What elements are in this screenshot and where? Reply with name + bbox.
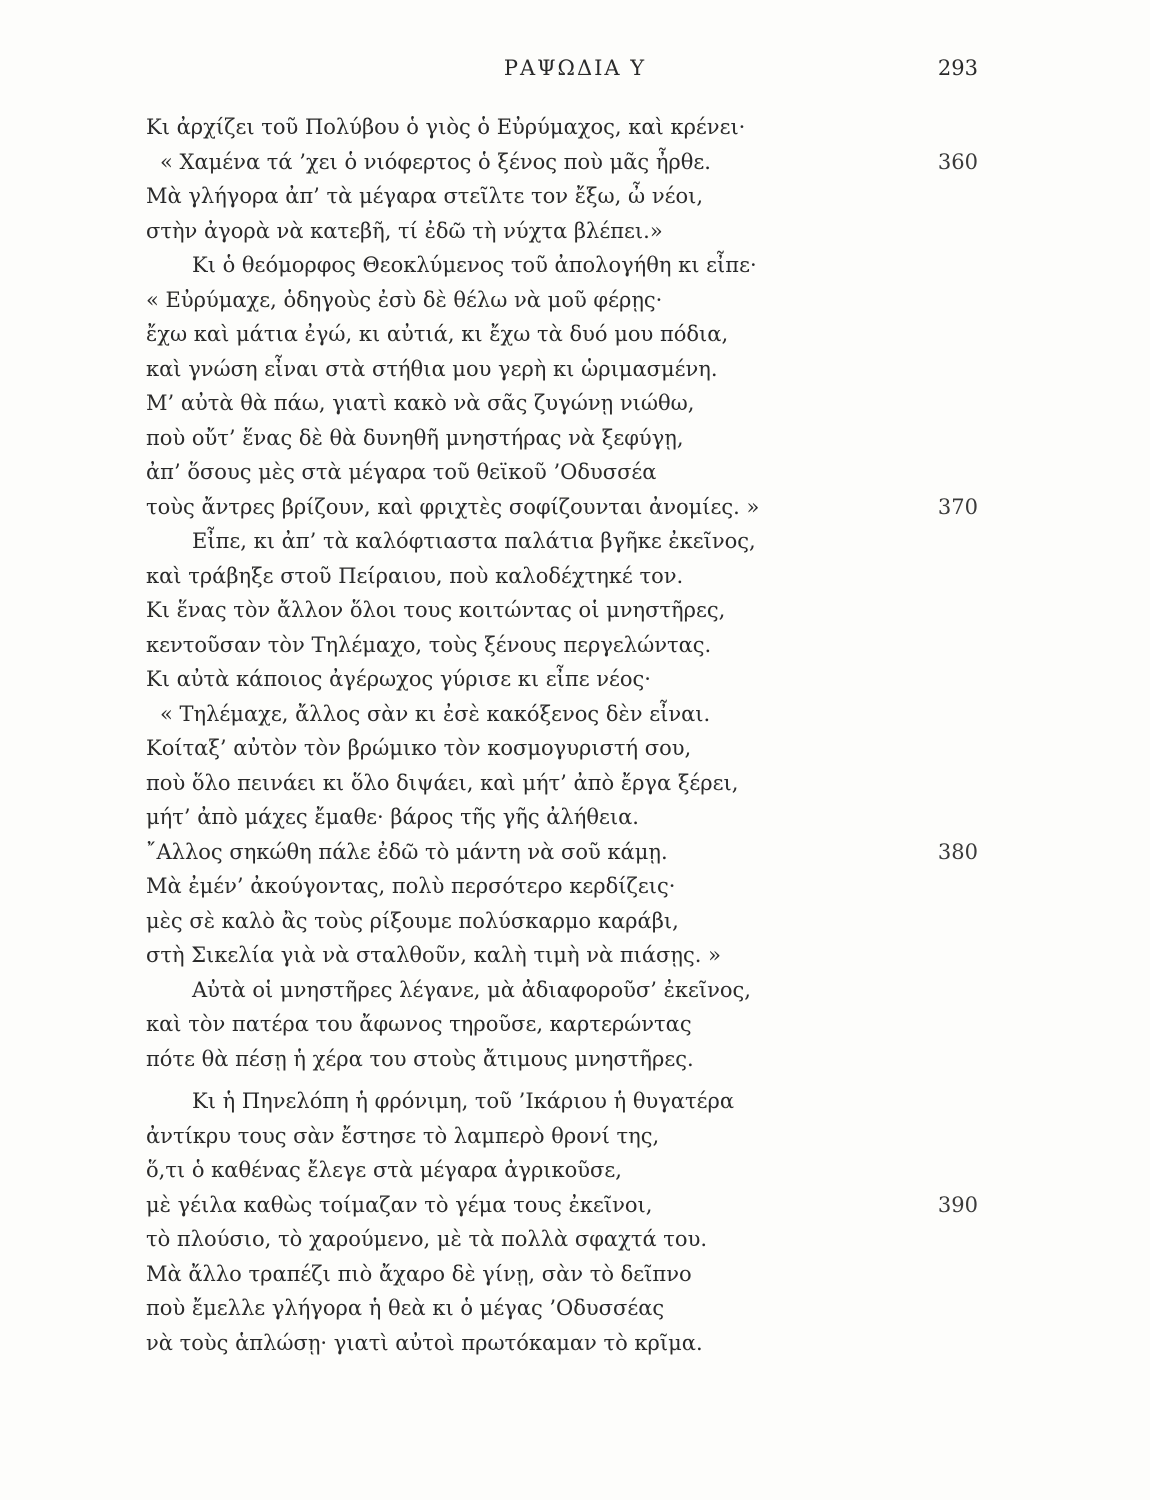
verse-text: ποὺ ὅλο πεινάει κι ὅλο διψάει, καὶ μήτ’ ἀπὸ ἔργα ξέρει, [146,770,739,795]
verse-line [146,973,986,1008]
verse-line [146,835,986,870]
verse-text: « Εὐρύμαχε, ὁδηγοὺς ἐσὺ δὲ θέλω νὰ μοῦ φέρῃς· [146,287,663,312]
verse-text: Μὰ ἄλλο τραπέζι πιὸ ἄχαρο δὲ γίνῃ, σὰν τὸ δεῖπνο [146,1261,692,1286]
verse-text: ἀπ’ ὅσους μὲς στὰ μέγαρα τοῦ θεϊκοῦ ’Οδυσσέα [146,460,657,484]
verse-line [146,593,986,628]
verse-line [146,317,986,352]
verse-text: καὶ τράβηξε στοῦ Πείραιου, ποὺ καλοδέχτηκέ τον. [146,563,684,588]
verse-text: Κι ἀρχίζει τοῦ Πολύβου ὁ γιὸς ὁ Εὐρύμαχος, καὶ κρένει· [146,115,746,139]
verse-line [146,904,986,939]
verse-line [146,869,986,904]
verse-text: Κι ἡ Πηνελόπη ἡ φρόνιμη, τοῦ ’Ικάριου ἡ θυγατέρα [192,1089,735,1113]
verse-line [146,1119,986,1154]
verse-line [146,1326,986,1361]
verse-text: ῎Αλλος σηκώθη πάλε ἐδῶ τὸ μάντη νὰ σοῦ κάμῃ. [146,839,668,864]
verse-text: Κι αὐτὰ κάποιος ἀγέρωχος γύρισε κι εἶπε νέος· [146,667,651,691]
line-number: 390 [937,1192,978,1217]
verse-text: « Τηλέμαχε, ἄλλος σὰν κι ἐσὲ κακόξενος δὲν εἶναι. [160,701,711,726]
verse-text: πότε θὰ πέσῃ ἡ χέρα του στοὺς ἄτιμους μνηστῆρες. [146,1046,694,1071]
verse-line [146,1042,986,1077]
verse-text: Αὐτὰ οἱ μνηστῆρες λέγανε, μὰ ἀδιαφοροῦσ’ ἐκεῖνος, [192,977,751,1002]
verse-line [146,662,986,697]
verse-line [146,1188,986,1223]
verse-line [146,697,986,732]
verse-text: Κι ὁ θεόμορφος Θεοκλύμενος τοῦ ἀπολογήθη κι εἶπε· [192,253,757,277]
verse-line [146,386,986,421]
verse-line [146,455,986,490]
line-number: 380 [937,839,978,864]
verse-line [146,1291,986,1326]
verse-line [146,559,986,594]
verse-text: τὸ πλούσιο, τὸ χαρούμενο, μὲ τὰ πολλὰ σφαχτά του. [146,1227,708,1251]
verse-line [146,1222,986,1257]
verse-line [146,179,986,214]
verse-text: καὶ γνώση εἶναι στὰ στήθια μου γερὴ κι ὡριμασμένη. [146,356,718,381]
verse-text: μὲς σὲ καλὸ ἂς τοὺς ρίξουμε πολύσκαρμο καράβι, [146,908,679,933]
verse-text: νὰ τοὺς ἁπλώσῃ· γιατὶ αὐτοὶ πρωτόκαμαν τὸ κρῖμα. [146,1330,703,1355]
stanza-gap [146,1076,986,1084]
verse-line [146,731,986,766]
verse-line [146,490,986,525]
verse-text: Μὰ ἐμέν’ ἀκούγοντας, πολὺ περσότερο κερδίζεις· [146,874,676,898]
running-head [0,56,1150,86]
line-number: 360 [937,149,978,174]
verse-text: ποὺ ἔμελλε γλήγορα ἡ θεὰ κι ὁ μέγας ’Οδυσσέας [146,1296,665,1320]
verse-text: κεντοῦσαν τὸν Τηλέμαχο, τοὺς ξένους περγελώντας. [146,632,712,657]
verse-line [146,421,986,456]
verse-line [146,248,986,283]
verse-text: καὶ τὸν πατέρα του ἄφωνος τηροῦσε, καρτερώντας [146,1012,692,1036]
page-number: 293 [937,56,978,80]
verse-text: μήτ’ ἀπὸ μάχες ἔμαθε· βάρος τῆς γῆς ἀλήθεια. [146,805,639,829]
verse-text: ποὺ οὔτ’ ἕνας δὲ θὰ δυνηθῆ μνηστήρας νὰ ξεφύγῃ, [146,425,684,450]
verse-line [146,1007,986,1042]
verse-line [146,524,986,559]
verse-text: Μὰ γλήγορα ἀπ’ τὰ μέγαρα στεῖλτε τον ἔξω, ὦ νέοι, [146,184,704,208]
verse-line [146,800,986,835]
verse-text: μὲ γέιλα καθὼς τοίμαζαν τὸ γέμα τους ἐκεῖνοι, [146,1192,653,1217]
verse-line [146,766,986,801]
verse-block [146,110,986,1360]
verse-line [146,110,986,145]
verse-line [146,628,986,663]
verse-line [146,352,986,387]
verse-text: ἔχω καὶ μάτια ἐγώ, κι αὐτιά, κι ἔχω τὰ δυό μου πόδια, [146,322,729,346]
verse-text: Κοίταξ’ αὐτὸν τὸν βρώμικο τὸν κοσμογυριστή σου, [146,736,692,760]
verse-line [146,214,986,249]
verse-text: στὴν ἀγορὰ νὰ κατεβῆ, τί ἐδῶ τὴ νύχτα βλέπει.» [146,218,663,243]
verse-text: Εἶπε, κι ἀπ’ τὰ καλόφτιαστα παλάτια βγῆκε ἐκεῖνος, [192,529,756,553]
verse-line [146,145,986,180]
verse-line [146,283,986,318]
verse-text: τοὺς ἄντρες βρίζουν, καὶ φριχτὲς σοφίζουνται ἀνομίες. » [146,494,760,519]
verse-line [146,1084,986,1119]
verse-text: « Χαμένα τά ’χει ὁ νιόφερτος ὁ ξένος ποὺ μᾶς ἦρθε. [160,149,711,174]
verse-text: ὅ,τι ὁ καθένας ἔλεγε στὰ μέγαρα ἀγρικοῦσε, [146,1158,622,1182]
verse-line [146,938,986,973]
verse-text: Κι ἕνας τὸν ἄλλον ὅλοι τους κοιτώντας οἱ μνηστῆρες, [146,598,726,622]
line-number: 370 [937,494,978,519]
verse-text: στὴ Σικελία γιὰ νὰ σταλθοῦν, καλὴ τιμὴ νὰ πιάσῃς. » [146,943,721,967]
verse-text: Μ’ αὐτὰ θὰ πάω, γιατὶ κακὸ νὰ σᾶς ζυγώνῃ νιώθω, [146,391,695,415]
verse-text: ἀντίκρυ τους σὰν ἔστησε τὸ λαμπερὸ θρονί της, [146,1123,660,1148]
verse-line [146,1153,986,1188]
verse-line [146,1257,986,1292]
chapter-title: ΡΑΨΩΔΙΑ Υ [503,56,647,80]
